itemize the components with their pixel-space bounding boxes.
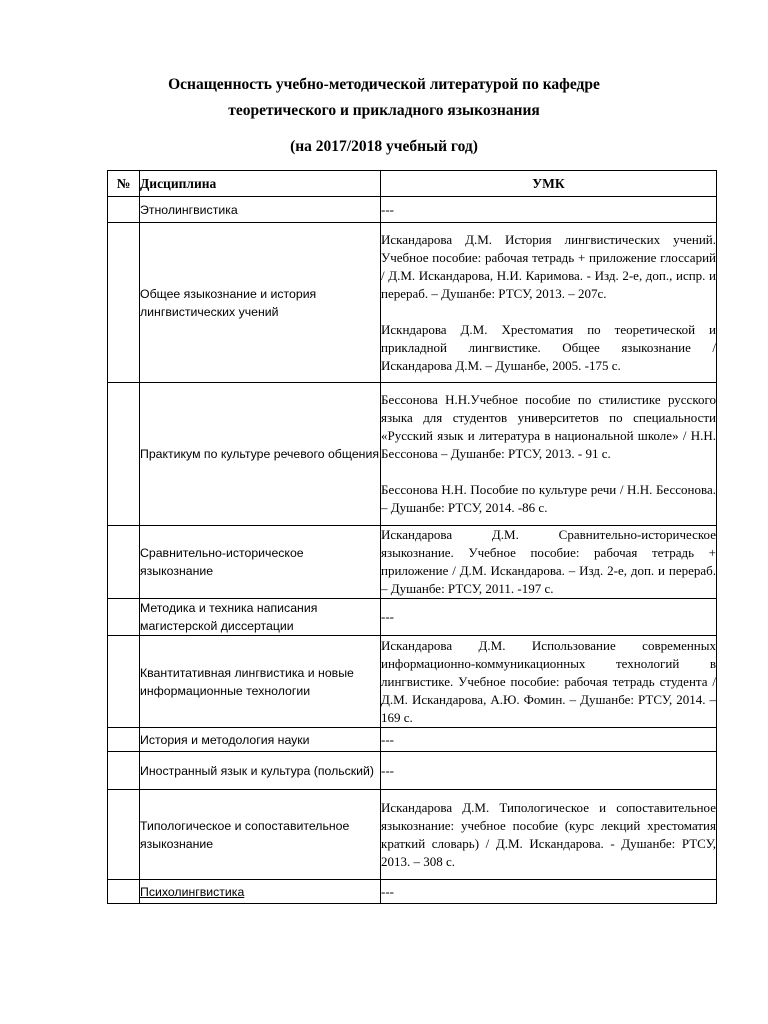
discipline-cell: Иностранный язык и культура (польский) xyxy=(140,752,381,790)
row-number-cell xyxy=(108,197,140,223)
umk-cell xyxy=(381,728,717,752)
row-number-cell xyxy=(108,752,140,790)
umk-entry: --- xyxy=(381,731,394,747)
row-number-cell xyxy=(108,636,140,728)
row-number-cell xyxy=(108,526,140,599)
document-title xyxy=(0,72,768,124)
row-number-cell xyxy=(108,383,140,526)
discipline-cell: Практикум по культуре речевого общения xyxy=(140,383,381,526)
umk-cell xyxy=(381,383,717,526)
umk-cell xyxy=(381,790,717,880)
discipline-cell: История и методология науки xyxy=(140,728,381,752)
table-row xyxy=(108,383,717,526)
umk-entry: Искндарова Д.М. Хрестоматия по теоретической и прикладной лингвистике. Общее языкознание / Искандарова Д.М. – Душанбе, 2005. -175 с. xyxy=(381,321,716,373)
table-row xyxy=(108,223,717,383)
header-umk: УМК xyxy=(381,171,717,197)
umk-cell xyxy=(381,197,717,223)
table-row xyxy=(108,880,717,904)
header-number: № xyxy=(108,171,140,197)
umk-cell xyxy=(381,599,717,636)
discipline-cell: Типологическое и сопоставительное языкознание xyxy=(140,790,381,880)
discipline-cell: Общее языкознание и история лингвистических учений xyxy=(140,223,381,383)
discipline-link: Психолингвистика xyxy=(140,884,245,899)
umk-entry: Бессонова Н.Н. Пособие по культуре речи / Н.Н. Бессонова. – Душанбе: РТСУ, 2014. -86 с. xyxy=(381,482,716,515)
table-row xyxy=(108,790,717,880)
umk-entry: Искандарова Д.М. Сравнительно-историческое языкознание. Учебное пособие: рабочая тетрадь + приложение / Д.М. Искандарова. – Изд. 2-е, доп. и перераб. – Душанбе: РТСУ, 2011. -197 с. xyxy=(381,527,716,596)
umk-entry: --- xyxy=(381,762,394,778)
title-line-1: Оснащенность учебно-методической литературой по кафедре xyxy=(168,76,600,93)
umk-cell xyxy=(381,752,717,790)
discipline-cell: Этнолингвистика xyxy=(140,197,381,223)
table-row xyxy=(108,728,717,752)
umk-entry: Бессонова Н.Н.Учебное пособие по стилистике русского языка для студентов университетов по специальности «Русский язык и литература в национальной школе» / Н.Н. Бессонова – Душанбе: РТСУ, 2013. - 91 с. xyxy=(381,392,716,461)
row-number-cell xyxy=(108,599,140,636)
academic-year: (на 2017/2018 учебный год) xyxy=(290,138,478,155)
header-discipline: Дисциплина xyxy=(140,171,381,197)
umk-cell xyxy=(381,526,717,599)
discipline-cell: Квантитативная лингвистика и новые информационные технологии xyxy=(140,636,381,728)
table-row xyxy=(108,752,717,790)
umk-entry: Искандарова Д.М. Использование современных информационно-коммуникационных технологий в лингвистике. Учебное пособие: рабочая тетрадь студента / Д.М. Искандарова, А.Ю. Фомин. – Душанбе: РТСУ, 2014. – 169 с. xyxy=(381,637,716,725)
umk-entry: Искандарова Д.М. Типологическое и сопоставительное языкознание: учебное пособие (курс лекций хрестоматия краткий словарь) / Д.М. Искандарова. - Душанбе: РТСУ, 2013. – 308 с. xyxy=(381,799,716,869)
title-line-2: теоретического и прикладного языкознания xyxy=(228,102,540,119)
table-row xyxy=(108,197,717,223)
table-row xyxy=(108,526,717,599)
discipline-cell: Сравнительно-историческое языкознание xyxy=(140,526,381,599)
row-number-cell xyxy=(108,728,140,752)
umk-cell xyxy=(381,223,717,383)
row-number-cell xyxy=(108,790,140,880)
umk-entry: --- xyxy=(381,609,394,624)
discipline-cell xyxy=(140,880,381,904)
umk-entry: --- xyxy=(381,201,394,217)
table-row xyxy=(108,636,717,728)
umk-entry: --- xyxy=(381,883,394,899)
row-number-cell xyxy=(108,880,140,904)
table-row xyxy=(108,599,717,636)
discipline-cell: Методика и техника написания магистерской диссертации xyxy=(140,599,381,636)
umk-cell xyxy=(381,636,717,728)
umk-cell xyxy=(381,880,717,904)
table-header-row xyxy=(108,171,717,197)
umk-table xyxy=(107,170,717,904)
row-number-cell xyxy=(108,223,140,383)
umk-entry: Искандарова Д.М. История лингвистических учений. Учебное пособие: рабочая тетрадь + приложение глоссарий / Д.М. Искандарова, Н.И. Каримова. - Изд. 2-е, доп., испр. и перераб. – Душанбе: РТСУ, 2013. – 207с. xyxy=(381,231,716,301)
